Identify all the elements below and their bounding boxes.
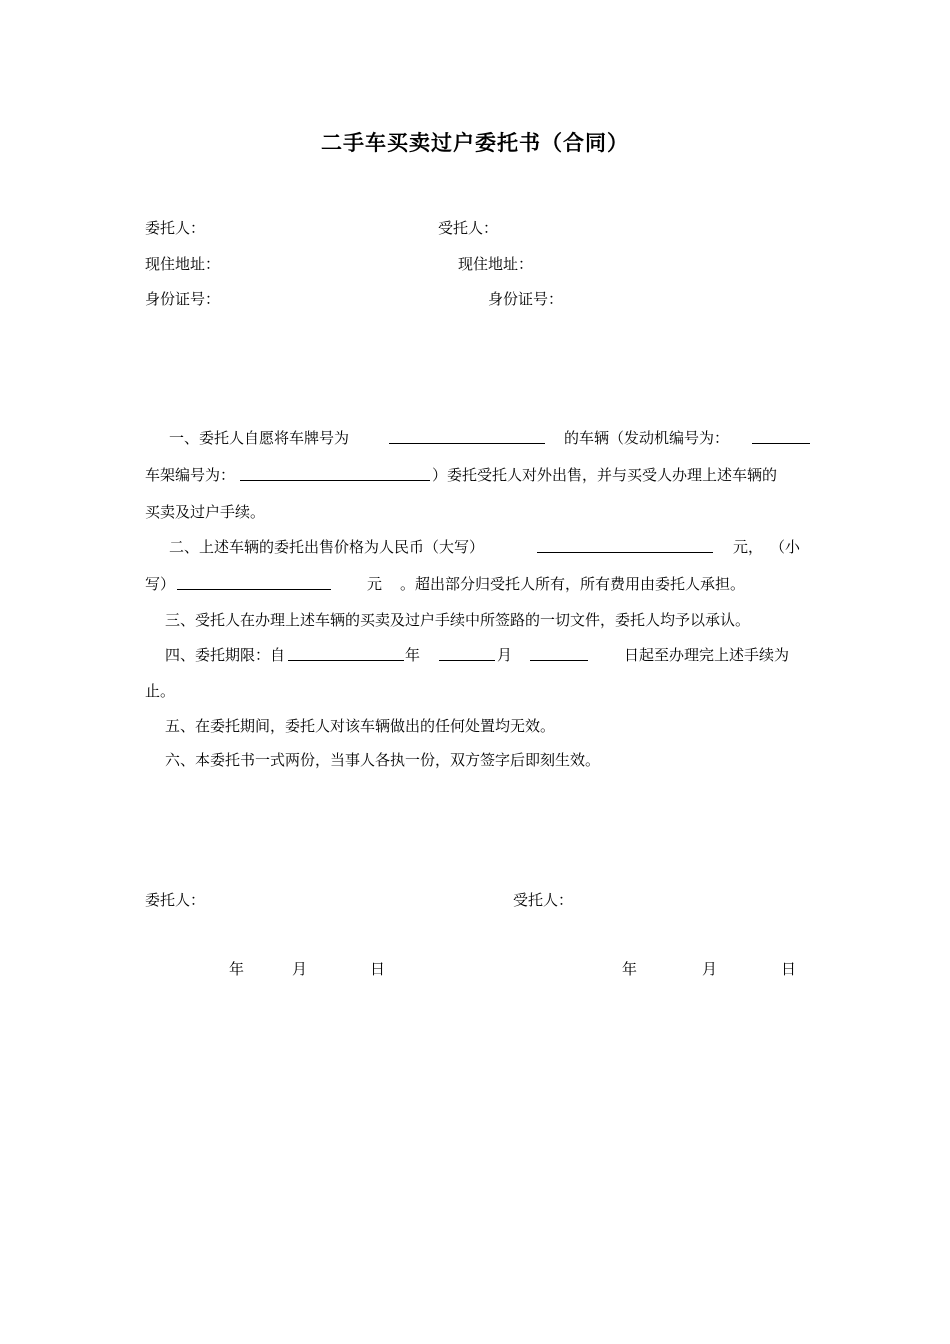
clause-4-text-b: 日起至办理完上述手续为 <box>624 646 790 664</box>
document-title: 二手车买卖过户委托书（合同） <box>321 131 629 155</box>
term-day-blank[interactable] <box>530 645 588 661</box>
clause-2-small-open: （小 <box>770 538 801 556</box>
principal-address-label: 现住地址： <box>145 255 221 273</box>
principal-label: 委托人： <box>145 219 206 237</box>
principal-date-year: 年 <box>229 960 245 978</box>
agent-label: 受托人： <box>438 219 499 237</box>
principal-id-label: 身份证号： <box>145 290 221 308</box>
agent-address-label: 现住地址： <box>458 255 534 273</box>
clause-5: 五、在委托期间，委托人对该车辆做出的任何处置均无效。 <box>165 717 556 735</box>
agent-date-day: 日 <box>781 960 797 978</box>
clause-6: 六、本委托书一式两份，当事人各执一份，双方签字后即刻生效。 <box>165 751 601 769</box>
clause-4-text-c: 止。 <box>145 682 176 700</box>
agent-id-label: 身份证号： <box>488 290 564 308</box>
price-uppercase-blank[interactable] <box>537 537 713 553</box>
clause-3: 三、受托人在办理上述车辆的买卖及过户手续中所签路的一切文件，委托人均予以承认。 <box>165 611 751 629</box>
clause-4-text-a: 四、委托期限：自 <box>165 646 286 664</box>
clause-1-text-a: 一、委托人自愿将车牌号为 <box>169 429 350 447</box>
clause-4-month: 月 <box>497 646 513 664</box>
clause-1-text-b: 的车辆（发动机编号为： <box>564 429 730 447</box>
signature-agent-label: 受托人： <box>513 891 574 909</box>
agent-date-year: 年 <box>622 960 638 978</box>
plate-number-blank[interactable] <box>389 428 545 444</box>
price-numeric-blank[interactable] <box>177 574 331 590</box>
clause-2-text-d: 写） <box>145 575 176 593</box>
term-month-blank[interactable] <box>439 645 495 661</box>
principal-date-month: 月 <box>292 960 308 978</box>
agent-date-month: 月 <box>702 960 718 978</box>
clause-2-yuan: 元 <box>367 575 383 593</box>
clause-2-yuan-comma: 元， <box>733 538 764 556</box>
vin-blank[interactable] <box>240 465 430 481</box>
clause-4-year: 年 <box>405 646 421 664</box>
clause-2-text-f: 。超出部分归受托人所有，所有费用由委托人承担。 <box>400 575 746 593</box>
engine-number-blank[interactable] <box>752 428 810 444</box>
clause-1-text-e: 买卖及过户手续。 <box>145 503 266 521</box>
principal-date-day: 日 <box>370 960 386 978</box>
clause-1-text-c: 车架编号为： <box>145 466 236 484</box>
signature-principal-label: 委托人： <box>145 891 206 909</box>
term-year-blank[interactable] <box>288 645 404 661</box>
clause-1-text-d: ）委托受托人对外出售，并与买受人办理上述车辆的 <box>432 466 778 484</box>
clause-2-text-a: 二、上述车辆的委托出售价格为人民币（大写） <box>169 538 485 556</box>
